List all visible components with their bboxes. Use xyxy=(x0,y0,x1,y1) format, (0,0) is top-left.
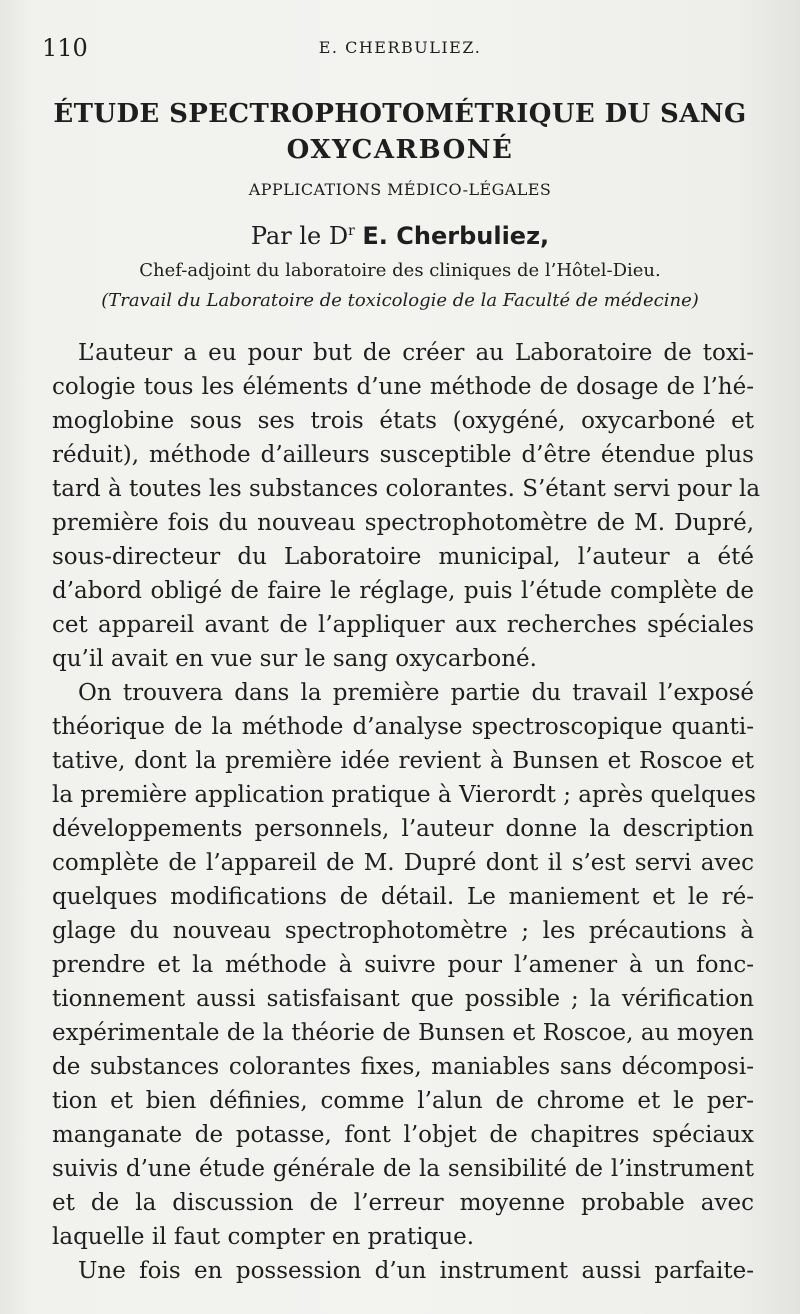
text-line: tard à toutes les substances colorantes. S’étant servi pour la xyxy=(52,476,761,502)
article-title-line-2: OXYCARBONÉ xyxy=(286,135,514,165)
text-line: L’auteur a eu pour but de créer au Laboratoire de toxi- xyxy=(78,340,754,366)
text-line: sous-directeur du Laboratoire municipal, l’auteur a été xyxy=(52,544,754,570)
text-line: manganate de potasse, font l’objet de chapitres spéciaux xyxy=(52,1122,754,1148)
byline-prefix: Par le D xyxy=(250,222,349,250)
article-title-line-1: ÉTUDE SPECTROPHOTOMÉTRIQUE DU SANG xyxy=(53,99,747,129)
text-line: tionnement aussi satisfaisant que possible ; la vérification xyxy=(52,986,754,1012)
page-header xyxy=(0,34,800,64)
text-line: développements personnels, l’auteur donne la description xyxy=(52,816,754,842)
article-subtitle: APPLICATIONS MÉDICO-LÉGALES xyxy=(248,180,552,199)
text-line: réduit), méthode d’ailleurs susceptible d’être étendue plus xyxy=(52,442,754,468)
text-line: glage du nouveau spectrophotomètre ; les précautions à xyxy=(52,918,754,944)
running-head: E. CHERBULIEZ. xyxy=(318,38,482,57)
text-line: de substances colorantes fixes, maniables sans décomposi- xyxy=(52,1054,754,1080)
text-line: qu’il avait en vue sur le sang oxycarboné. xyxy=(52,646,537,672)
text-line: complète de l’appareil de M. Dupré dont il s’est servi avec xyxy=(52,850,754,876)
text-line: moglobine sous ses trois états (oxygéné, oxycarboné et xyxy=(52,408,754,434)
text-line: la première application pratique à Vierordt ; après quelques xyxy=(52,782,756,808)
text-line: théorique de la méthode d’analyse spectroscopique quanti- xyxy=(52,714,754,740)
author-byline xyxy=(0,222,800,250)
text-line: cet appareil avant de l’appliquer aux recherches spéciales xyxy=(52,612,754,638)
text-line: On trouvera dans la première partie du travail l’exposé xyxy=(78,680,754,706)
text-line: première fois du nouveau spectrophotomètre de M. Dupré, xyxy=(52,510,754,536)
text-line: expérimentale de la théorie de Bunsen et Roscoe, au moyen xyxy=(52,1020,754,1046)
text-line: Une fois en possession d’un instrument aussi parfaite- xyxy=(78,1258,754,1284)
page-number: 110 xyxy=(42,34,88,62)
text-line: cologie tous les éléments d’une méthode de dosage de l’hé- xyxy=(52,374,754,400)
text-line: laquelle il faut compter en pratique. xyxy=(52,1224,475,1250)
author-name: E. Cherbuliez, xyxy=(362,222,550,250)
text-line: suivis d’une étude générale de la sensibilité de l’instrument xyxy=(52,1156,754,1182)
text-line: et de la discussion de l’erreur moyenne probable avec xyxy=(52,1190,754,1216)
text-line: quelques modifications de détail. Le maniement et le ré- xyxy=(52,884,754,910)
text-line: tion et bien définies, comme l’alun de chrome et le per- xyxy=(52,1088,754,1114)
text-line: tative, dont la première idée revient à Bunsen et Roscoe et xyxy=(52,748,754,774)
byline-title-superscript: r xyxy=(348,223,355,239)
text-line: prendre et la méthode à suivre pour l’amener à un fonc- xyxy=(52,952,754,978)
laboratory-note: (Travail du Laboratoire de toxicologie de la Faculté de médecine) xyxy=(101,290,699,311)
author-affiliation: Chef-adjoint du laboratoire des cliniques de l’Hôtel-Dieu. xyxy=(139,260,661,281)
text-line: d’abord obligé de faire le réglage, puis l’étude complète de xyxy=(52,578,754,604)
